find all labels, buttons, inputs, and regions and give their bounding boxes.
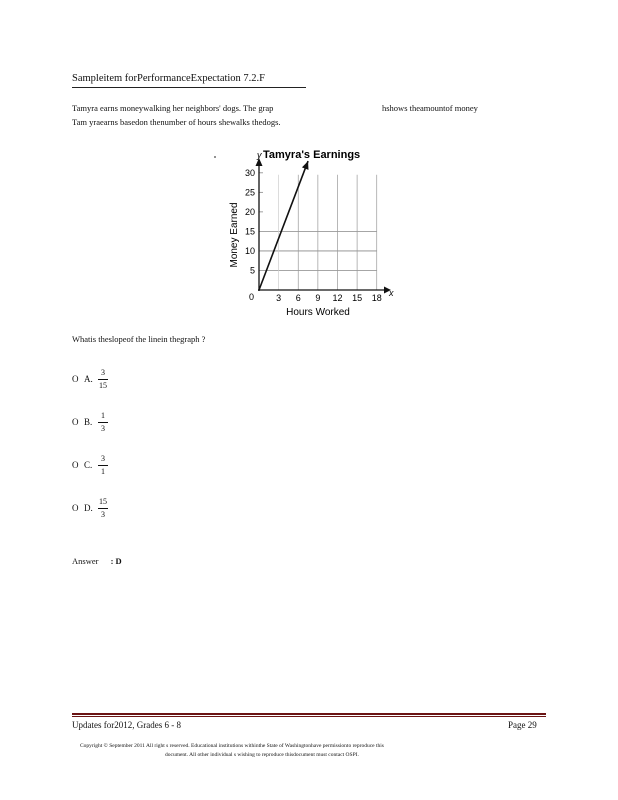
choice-radio[interactable]: O <box>72 460 79 471</box>
origin-label: 0 <box>249 292 255 302</box>
fraction-numerator: 15 <box>99 497 107 506</box>
choice-fraction <box>98 368 108 391</box>
x-tick-label: 9 <box>315 293 321 303</box>
chart-title: Tamyra's Earnings <box>263 149 361 161</box>
stray-dot <box>214 156 216 158</box>
choice-d[interactable] <box>72 497 108 520</box>
choice-fraction <box>98 497 108 520</box>
series-arrow-head <box>302 161 309 170</box>
y-tick-label: 5 <box>249 265 255 276</box>
item-header: Sampleitem forPerformanceExpectation 7.2.F <box>72 73 266 84</box>
x-tick-label: 12 <box>332 293 343 303</box>
fraction-numerator: 3 <box>101 454 105 463</box>
choice-b[interactable] <box>72 411 108 434</box>
choice-letter: D. <box>84 503 93 514</box>
choice-radio[interactable]: O <box>72 503 79 514</box>
choice-fraction <box>98 454 108 477</box>
fraction-denominator: 1 <box>101 466 105 476</box>
fraction-bar <box>98 465 108 466</box>
prompt-line1-left: Tamyra earns moneywalking her neighbors' dogs. The grap <box>72 103 274 113</box>
answer-line <box>72 556 122 566</box>
prompt-line1-right: hshows theamountof money <box>382 103 478 113</box>
fraction-denominator: 3 <box>101 509 105 519</box>
chart-grid <box>259 173 377 290</box>
choice-fraction <box>98 411 108 434</box>
footer-rule <box>72 713 546 715</box>
x-tick-label: 15 <box>352 293 363 303</box>
fraction-denominator: 3 <box>101 423 105 433</box>
x-axis-letter: x <box>389 288 394 298</box>
chart-ticks <box>245 168 382 303</box>
choice-radio[interactable]: O <box>72 417 79 428</box>
page-number: Page 29 <box>508 720 537 730</box>
y-axis-label: Money Earned <box>229 202 240 268</box>
y-axis-letter: y <box>257 150 262 160</box>
choice-radio[interactable]: O <box>72 374 79 385</box>
answer-value: : D <box>110 556 122 566</box>
y-tick-label: 20 <box>244 206 255 217</box>
choice-letter: B. <box>84 417 93 428</box>
choice-letter: A. <box>84 374 93 385</box>
chart-axes <box>256 158 392 294</box>
y-tick-label: 10 <box>244 245 255 256</box>
fraction-denominator: 15 <box>99 380 107 390</box>
header-underline <box>72 87 306 88</box>
fraction-bar <box>98 379 108 380</box>
copyright-line1: Copyright © September 2011 All right s reserved. Educational institutions withinthe State of Washingtonhave permissionto reproduce this <box>80 743 384 749</box>
x-tick-label: 18 <box>371 293 382 303</box>
fraction-bar <box>98 422 108 423</box>
x-tick-label: 6 <box>295 293 301 303</box>
choice-c[interactable] <box>72 454 108 477</box>
x-axis-label: Hours Worked <box>286 307 350 318</box>
fraction-bar <box>98 508 108 509</box>
footer-left: Updates for2012, Grades 6 - 8 <box>72 720 181 730</box>
choice-letter: C. <box>84 460 93 471</box>
earnings-chart <box>200 140 410 322</box>
y-tick-label: 15 <box>244 226 255 237</box>
y-tick-label: 25 <box>244 187 255 198</box>
fraction-numerator: 1 <box>101 411 105 420</box>
answer-label: Answer <box>72 556 99 566</box>
choice-a[interactable] <box>72 368 108 391</box>
prompt-line2: Tam yraearns basedon thenumber of hours shewalks thedogs. <box>72 117 281 127</box>
fraction-numerator: 3 <box>101 368 105 377</box>
footer-rule-thin <box>72 716 546 717</box>
question-text: Whatis theslopeof the linein thegraph ? <box>72 334 206 344</box>
y-tick-label: 30 <box>244 167 255 178</box>
copyright-line2: document. All other individual s wishing to reproduce thisdocument must contact OSPI. <box>165 752 359 758</box>
x-tick-label: 3 <box>276 293 282 303</box>
